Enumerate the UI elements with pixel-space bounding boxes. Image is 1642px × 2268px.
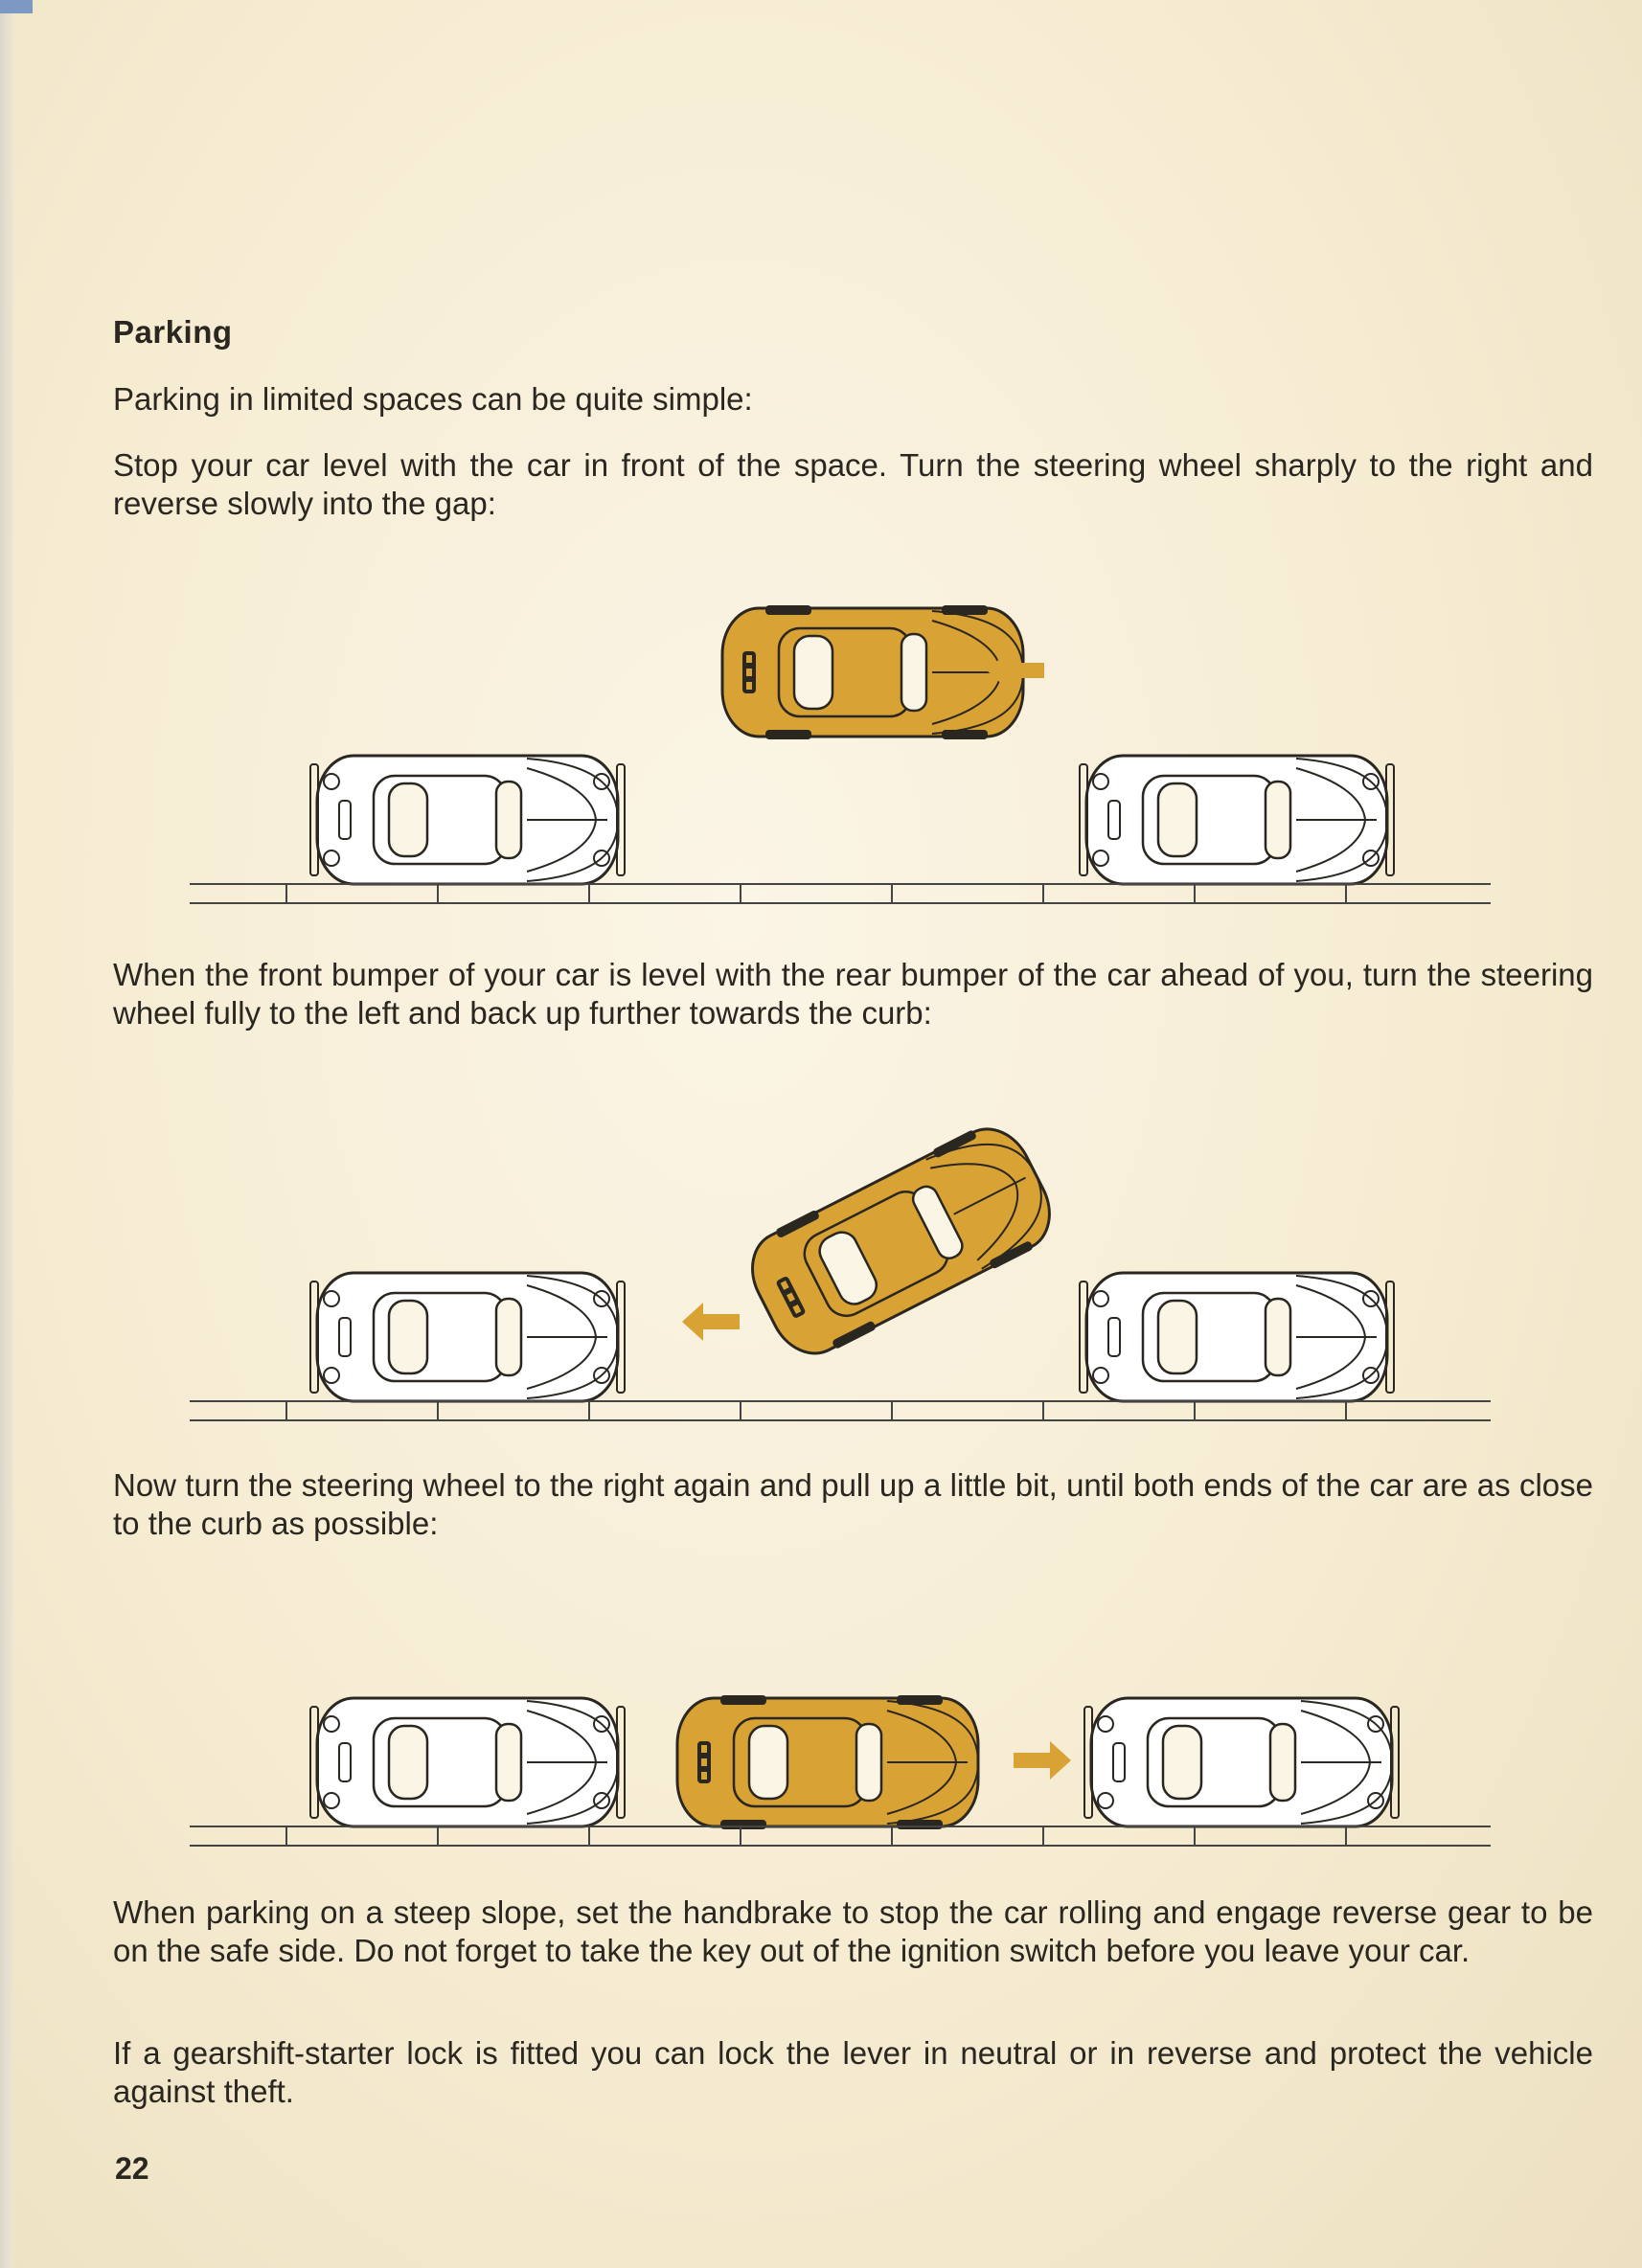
curb (190, 1826, 1491, 1847)
forward-arrow-icon (1014, 1741, 1071, 1780)
own-car-icon (712, 600, 1034, 743)
curb (190, 1400, 1491, 1421)
parked-car-rear-icon (307, 1690, 628, 1833)
lock-paragraph: If a gearshift-starter lock is fitted you can lock the lever in neutral or in reverse and protect the vehicle against theft. (113, 2035, 1593, 2109)
section-title: Parking (113, 314, 233, 350)
reverse-arrow-icon (682, 1303, 740, 1341)
parking-diagram-step-2 (0, 1130, 1642, 1446)
parked-car-front-icon (1076, 1264, 1398, 1408)
intro-paragraph: Parking in limited spaces can be quite simple: (113, 381, 753, 417)
page-number: 22 (115, 2151, 149, 2186)
parking-diagram-step-1 (0, 584, 1642, 900)
curb (190, 883, 1491, 904)
slope-paragraph: When parking on a steep slope, set the handbrake to stop the car rolling and engage reverse gear to be on the safe side. Do not forget to take the key out of the ignition switch before you leave your car. (113, 1894, 1593, 1968)
own-car-icon (667, 1690, 989, 1833)
parked-car-rear-icon (307, 1264, 628, 1408)
own-car-icon (724, 1103, 1076, 1377)
parked-car-rear-icon (307, 747, 628, 891)
step-2-paragraph: When the front bumper of your car is level with the rear bumper of the car ahead of you, turn the steering wheel fully to the left and back up further towards the curb: (113, 957, 1593, 1031)
parked-car-front-icon (1081, 1690, 1403, 1833)
reverse-arrow-icon (987, 651, 1044, 690)
step-3-paragraph: Now turn the steering wheel to the right again and pull up a little bit, until both ends of the car are as close to the curb as possible: (113, 1467, 1593, 1541)
parked-car-front-icon (1076, 747, 1398, 891)
step-1-paragraph: Stop your car level with the car in front of the space. Turn the steering wheel sharply to the right and reverse slowly into the gap: (113, 447, 1593, 521)
